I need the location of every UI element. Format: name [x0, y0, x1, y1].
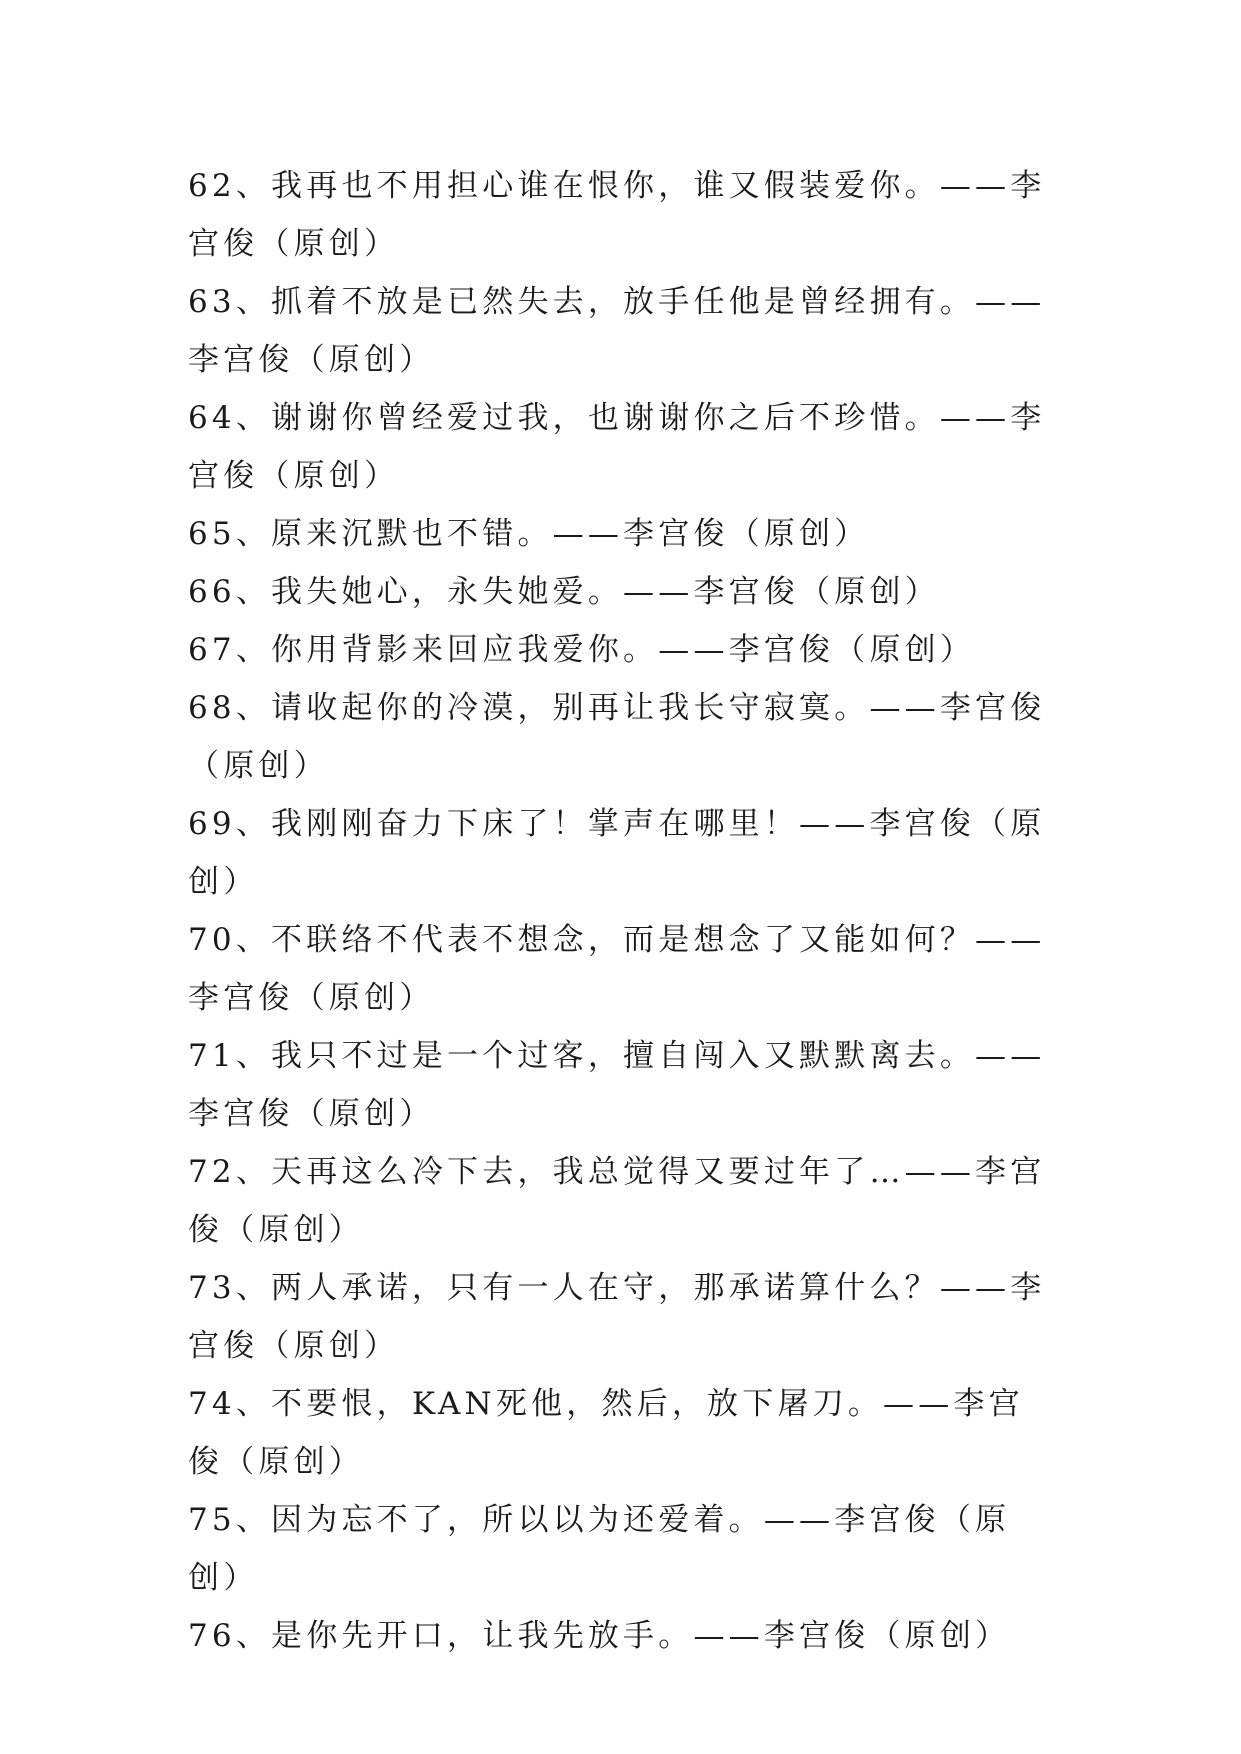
quote-item	[188, 1143, 1058, 1259]
quote-number: 65、	[188, 516, 272, 552]
quote-text: 原来沉默也不错。——李宫俊（原创）	[271, 516, 870, 552]
quote-number: 66、	[188, 574, 272, 610]
quote-text: 抓着不放是已然失去，放手任他是曾经拥有。——李宫俊（原创）	[188, 284, 1046, 378]
quote-number: 67、	[188, 632, 272, 668]
quote-text: 我再也不用担心谁在恨你，谁又假装爱你。——李宫俊（原创）	[188, 168, 1046, 262]
quote-list	[188, 157, 1058, 1665]
quote-item	[188, 679, 1058, 795]
quote-text: 天再这么冷下去，我总觉得又要过年了…——李宫俊（原创）	[188, 1154, 1046, 1248]
quote-number: 62、	[188, 168, 272, 204]
quote-number: 64、	[188, 400, 272, 436]
quote-number: 76、	[188, 1618, 272, 1654]
quote-text: 我失她心，永失她爱。——李宫俊（原创）	[271, 574, 940, 610]
quote-number: 75、	[188, 1502, 272, 1538]
quote-number: 70、	[188, 922, 272, 958]
quote-item	[188, 1259, 1058, 1375]
quote-item	[188, 563, 1058, 621]
quote-item	[188, 1491, 1058, 1607]
quote-number: 69、	[188, 806, 272, 842]
quote-text: 我刚刚奋力下床了！掌声在哪里！——李宫俊（原创）	[188, 806, 1046, 900]
quote-text: 你用背影来回应我爱你。——李宫俊（原创）	[271, 632, 976, 668]
quote-item	[188, 273, 1058, 389]
quote-number: 63、	[188, 284, 272, 320]
quote-number: 71、	[188, 1038, 272, 1074]
quote-item	[188, 621, 1058, 679]
quote-text: 两人承诺，只有一人在守，那承诺算什么？——李宫俊（原创）	[188, 1270, 1046, 1364]
quote-text: 因为忘不了，所以以为还爱着。——李宫俊（原创）	[188, 1502, 1011, 1596]
quote-text: 是你先开口，让我先放手。——李宫俊（原创）	[271, 1618, 1011, 1654]
quote-number: 72、	[188, 1154, 272, 1190]
quote-text: 我只不过是一个过客，擅自闯入又默默离去。——李宫俊（原创）	[188, 1038, 1046, 1132]
quote-text: 请收起你的冷漠，别再让我长守寂寞。——李宫俊（原创）	[188, 690, 1046, 784]
quote-item	[188, 1607, 1058, 1665]
quote-number: 68、	[188, 690, 272, 726]
quote-text: 不联络不代表不想念，而是想念了又能如何？——李宫俊（原创）	[188, 922, 1046, 1016]
quote-item	[188, 389, 1058, 505]
quote-item	[188, 157, 1058, 273]
quote-item	[188, 1375, 1058, 1491]
quote-text: 谢谢你曾经爱过我，也谢谢你之后不珍惜。——李宫俊（原创）	[188, 400, 1046, 494]
quote-item	[188, 1027, 1058, 1143]
quote-item	[188, 911, 1058, 1027]
quote-text: 不要恨，KAN死他，然后，放下屠刀。——李宫俊（原创）	[188, 1386, 1024, 1480]
quote-item	[188, 505, 1058, 563]
quote-number: 73、	[188, 1270, 272, 1306]
quote-number: 74、	[188, 1386, 272, 1422]
quote-item	[188, 795, 1058, 911]
